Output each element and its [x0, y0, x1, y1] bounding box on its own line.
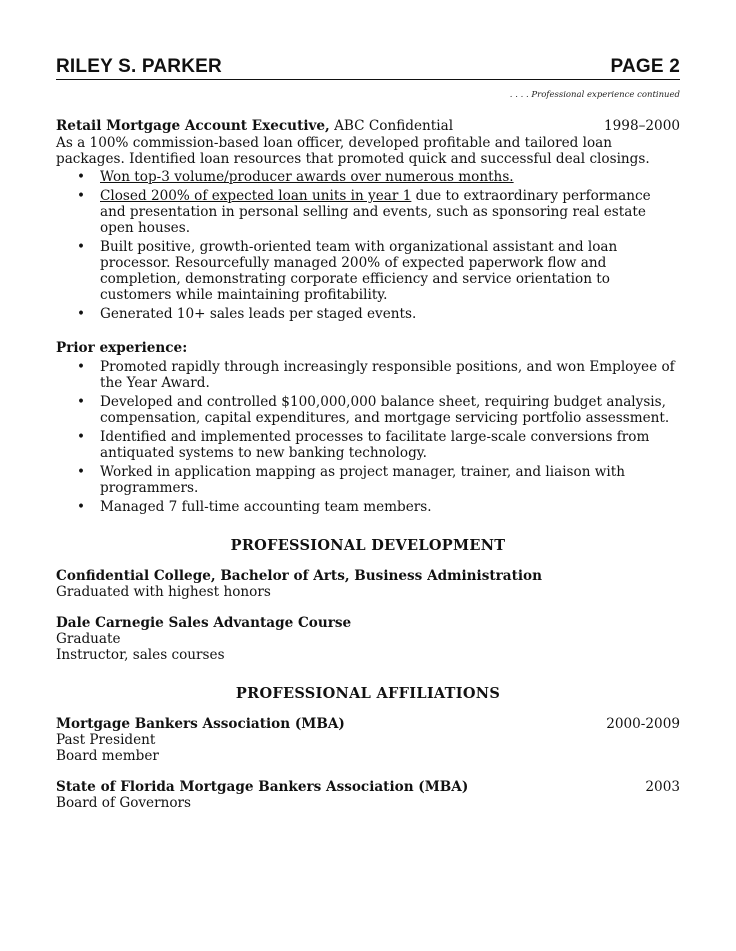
bullet-icon: •	[77, 359, 86, 375]
entry-line: Board member	[56, 748, 159, 764]
entry-line: Board of Governors	[56, 795, 192, 811]
prior-bullet-list	[56, 359, 680, 515]
list-item: • Promoted rapidly through increasingly responsible positions, and won Employee of the Year Award.	[77, 359, 675, 391]
entry-line: Past President	[56, 732, 156, 748]
candidate-name: RILEY S. PARKER	[56, 56, 222, 77]
entry-line: Instructor, sales courses	[56, 647, 225, 663]
list-item: • Managed 7 full-time accounting team members.	[77, 499, 432, 515]
affiliation-entry	[56, 779, 680, 811]
list-item: • Identified and implemented processes to facilitate large-scale conversions from antiquated systems to new banking technology.	[77, 429, 650, 461]
entry-heading: Confidential College, Bachelor of Arts, Business Administration	[56, 568, 543, 584]
list-item: • Developed and controlled $100,000,000 balance sheet, requiring budget analysis, compensation, capital expenditures, and mortgage servicing portfolio assessment.	[77, 394, 670, 426]
bullet-icon: •	[77, 169, 86, 185]
list-item: • Worked in application mapping as project manager, trainer, and liaison with programmers.	[77, 464, 625, 496]
resume-page	[56, 56, 680, 826]
entry-heading: Mortgage Bankers Association (MBA)	[56, 716, 345, 732]
affiliation-entry	[56, 716, 680, 764]
page-header	[56, 56, 680, 80]
job-title: Retail Mortgage Account Executive,	[56, 118, 330, 134]
entry-heading: Dale Carnegie Sales Advantage Course	[56, 615, 352, 631]
education-entry	[56, 568, 680, 600]
entry-line: Graduate	[56, 631, 121, 647]
list-item: • Generated 10+ sales leads per staged events.	[77, 306, 417, 322]
entry-dates: 2000-2009	[606, 716, 680, 732]
bullet-icon: •	[77, 394, 86, 410]
development-section-title: PROFESSIONAL DEVELOPMENT	[230, 537, 506, 554]
list-item: • Closed 200% of expected loan units in year 1 due to extraordinary performance and presentation in personal selling and events, such as sponsoring real estate open houses.	[77, 188, 651, 236]
job-heading	[56, 118, 680, 135]
bullet-icon: •	[77, 306, 86, 322]
bullet-icon: •	[77, 499, 86, 515]
list-item: • Built positive, growth-oriented team with organizational assistant and loan processor. Resourcefully managed 200% of expected paperwork flow and completion, demonstrating corporate efficiency and service orientation to customers while maintaining profitability.	[77, 239, 618, 303]
entry-line: Graduated with highest honors	[56, 584, 271, 600]
job-summary: As a 100% commission-based loan officer, developed profitable and tailored loan packages. Identified loan resources that promoted quick and successful deal closings.	[56, 135, 650, 167]
job-bullet-list	[56, 169, 680, 322]
entry-dates: 2003	[645, 779, 680, 795]
affiliations-section-title: PROFESSIONAL AFFILIATIONS	[235, 685, 501, 702]
course-entry	[56, 615, 680, 663]
bullet-icon: •	[77, 239, 86, 255]
list-item: • Won top-3 volume/producer awards over numerous months.	[77, 169, 514, 185]
job-dates: 1998–2000	[604, 118, 680, 134]
entry-heading: State of Florida Mortgage Bankers Association (MBA)	[56, 779, 469, 795]
continued-note: . . . . Professional experience continued	[509, 90, 680, 100]
page-number: PAGE 2	[610, 56, 680, 77]
bullet-icon: •	[77, 464, 86, 480]
job-company: ABC Confidential	[329, 118, 454, 134]
prior-experience-heading: Prior experience:	[56, 340, 188, 356]
bullet-icon: •	[77, 429, 86, 445]
bullet-icon: •	[77, 188, 86, 204]
